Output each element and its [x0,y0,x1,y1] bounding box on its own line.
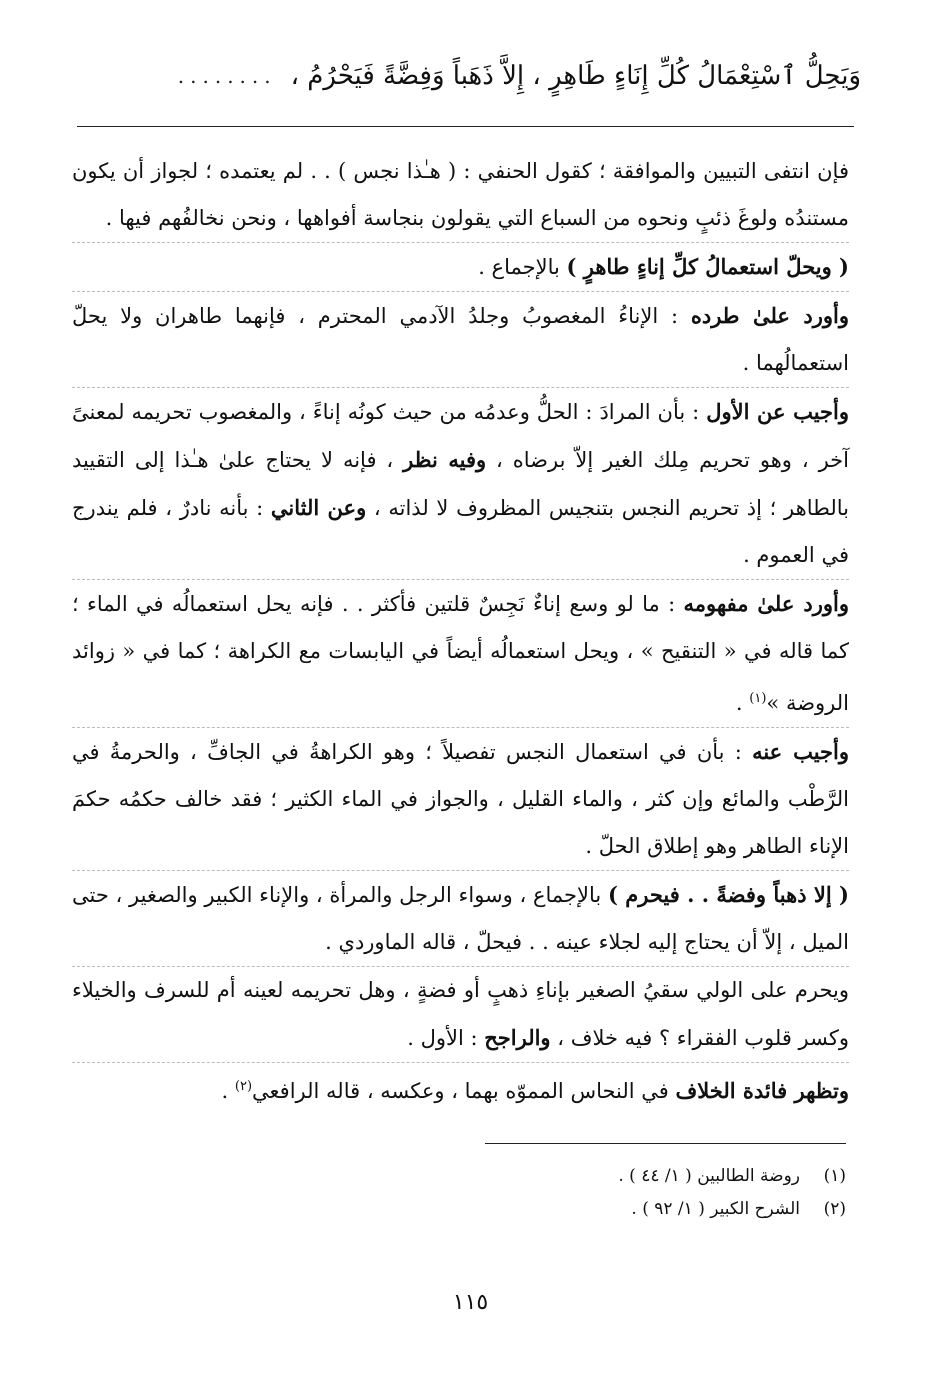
running-header [75,50,861,102]
text-run: : الإناءُ المغصوبُ وجلدُ الآدمي المحترم ، فإنهما طاهران ولا يحلّ استعمالُهما . [72,304,849,375]
text-run: : الأول . [407,1026,485,1050]
footnote-number: (٢) [823,1199,846,1219]
text-run: بالإجماع ، وسواء الرجل والمرأة ، والإناء الكبير والصغير ، حتى الميل ، إلاّ أن يحتاج إليه لجلاء عينه . . فيحلّ ، قاله الماوردي . [72,883,849,954]
page-number: ١١٥ [452,1290,489,1315]
header-title: وَيَحِلُّ ٱسْتِعْمَالُ كُلِّ إِنَاءٍ طَاهِرٍ ، إِلاَّ ذَهَباً وَفِضَّةً فَيَحْرُمُ ، [290,61,861,91]
text-run: : ما لو وسع إناءٌ نَجِسٌ قلتين فأكثر . . فإنه يحل استعمالُه في الماء ؛ كما قاله في « التنقيح » ، ويحل استعمالُه أيضاً في اليابسات مع الكراهة ؛ كما في « زوائد الروضة » [72,592,849,715]
paragraph [72,967,849,1062]
text-run: : بأنه نادرٌ ، فلم يندرج في العموم . [72,496,849,567]
bold-text: ( ويحلّ استعمالُ كلِّ إناءٍ طاهرٍ ) [566,254,849,279]
text-run: فإن انتفى التبيين والموافقة ؛ كقول الحنفي : ( هـٰذا نجس ) . . لم يعتمده ؛ لجواز أن يكون مستندُه ولوغَ ذئبٍ ونحوه من السباع التي يقولون بنجاسة أفواهها ، ونحن نخالفُهم فيها . [72,159,849,230]
footnote-text: الشرح الكبير ( ١/ ٩٢ ) . [631,1199,800,1219]
bold-text: وتظهر فائدة الخلاف [675,1078,849,1103]
text-run: بالإجماع . [478,255,567,279]
footnote-rule [485,1143,846,1144]
footnote-text: روضة الطالبين ( ١/ ٤٤ ) . [618,1166,800,1186]
bold-text: وأورد علىٰ مفهومه [683,591,849,616]
paragraph [72,148,849,242]
paragraph [72,243,849,291]
header-rule [77,126,854,127]
text-run: ، فإنه لا يحتاج علىٰ هـٰذا إلى التقييد بالطاهر ؛ إذ تحريم النجس بتنجيس المظروف لا لذاته ، [72,448,849,520]
bold-text: وأورد علىٰ طرده [690,303,849,328]
bold-text: وفيه نظر [403,447,487,472]
paragraph [72,728,849,870]
text-run: ويحرم على الولي سقيُ الصغير بإناءِ ذهبٍ أو فضةٍ ، وهل تحريمه لعينه أم للسرف والخيلاء وكسر قلوب الفقراء ؟ فيه خلاف ، [72,978,849,1050]
paragraph [72,580,849,727]
bold-text: وعن الثاني [270,495,367,520]
paragraph [72,1063,849,1115]
bold-text: والراجح [484,1025,551,1050]
text-run: : بأن المرادَ : الحلُّ وعدمُه من حيث كونُه إناءً ، والمغصوب تحريمه لمعنىً آخر ، وهو تحريم مِلك الغير إلاّ برضاه ، [72,400,849,472]
text-run: في النحاس المموّه بهما ، وعكسه ، قاله الرافعي [252,1079,676,1103]
footnote-ref: (٢) [234,1079,253,1094]
paragraph [72,871,849,966]
footnote-number: (١) [823,1166,846,1186]
paragraph [72,388,849,579]
footnote-ref: (١) [749,691,767,706]
paragraph [72,292,849,387]
text-run: . [735,691,750,715]
header-ellipsis: ........ [177,64,277,88]
text-run: . [221,1079,235,1103]
bold-text: وأجيب عن الأول [706,399,849,424]
footnote [446,1193,846,1226]
footnotes [446,1160,846,1226]
bold-text: وأجيب عنه [752,739,849,764]
text-run: : بأن في استعمال النجس تفصيلاً ؛ وهو الكراهةُ في الجافِّ ، والحرمةُ في الرَّطْب والمائع وإن كثر ، والماء القليل ، والجواز في الماء الكثير ؛ فقد خالف حكمُه حكمَ الإناء الطاهر وهو إطلاق الحلّ . [72,740,849,858]
bold-text: ( إلا ذهباً وفضةً . . فيحرم ) [607,882,849,907]
footnote [446,1160,846,1193]
main-text [72,148,849,1115]
